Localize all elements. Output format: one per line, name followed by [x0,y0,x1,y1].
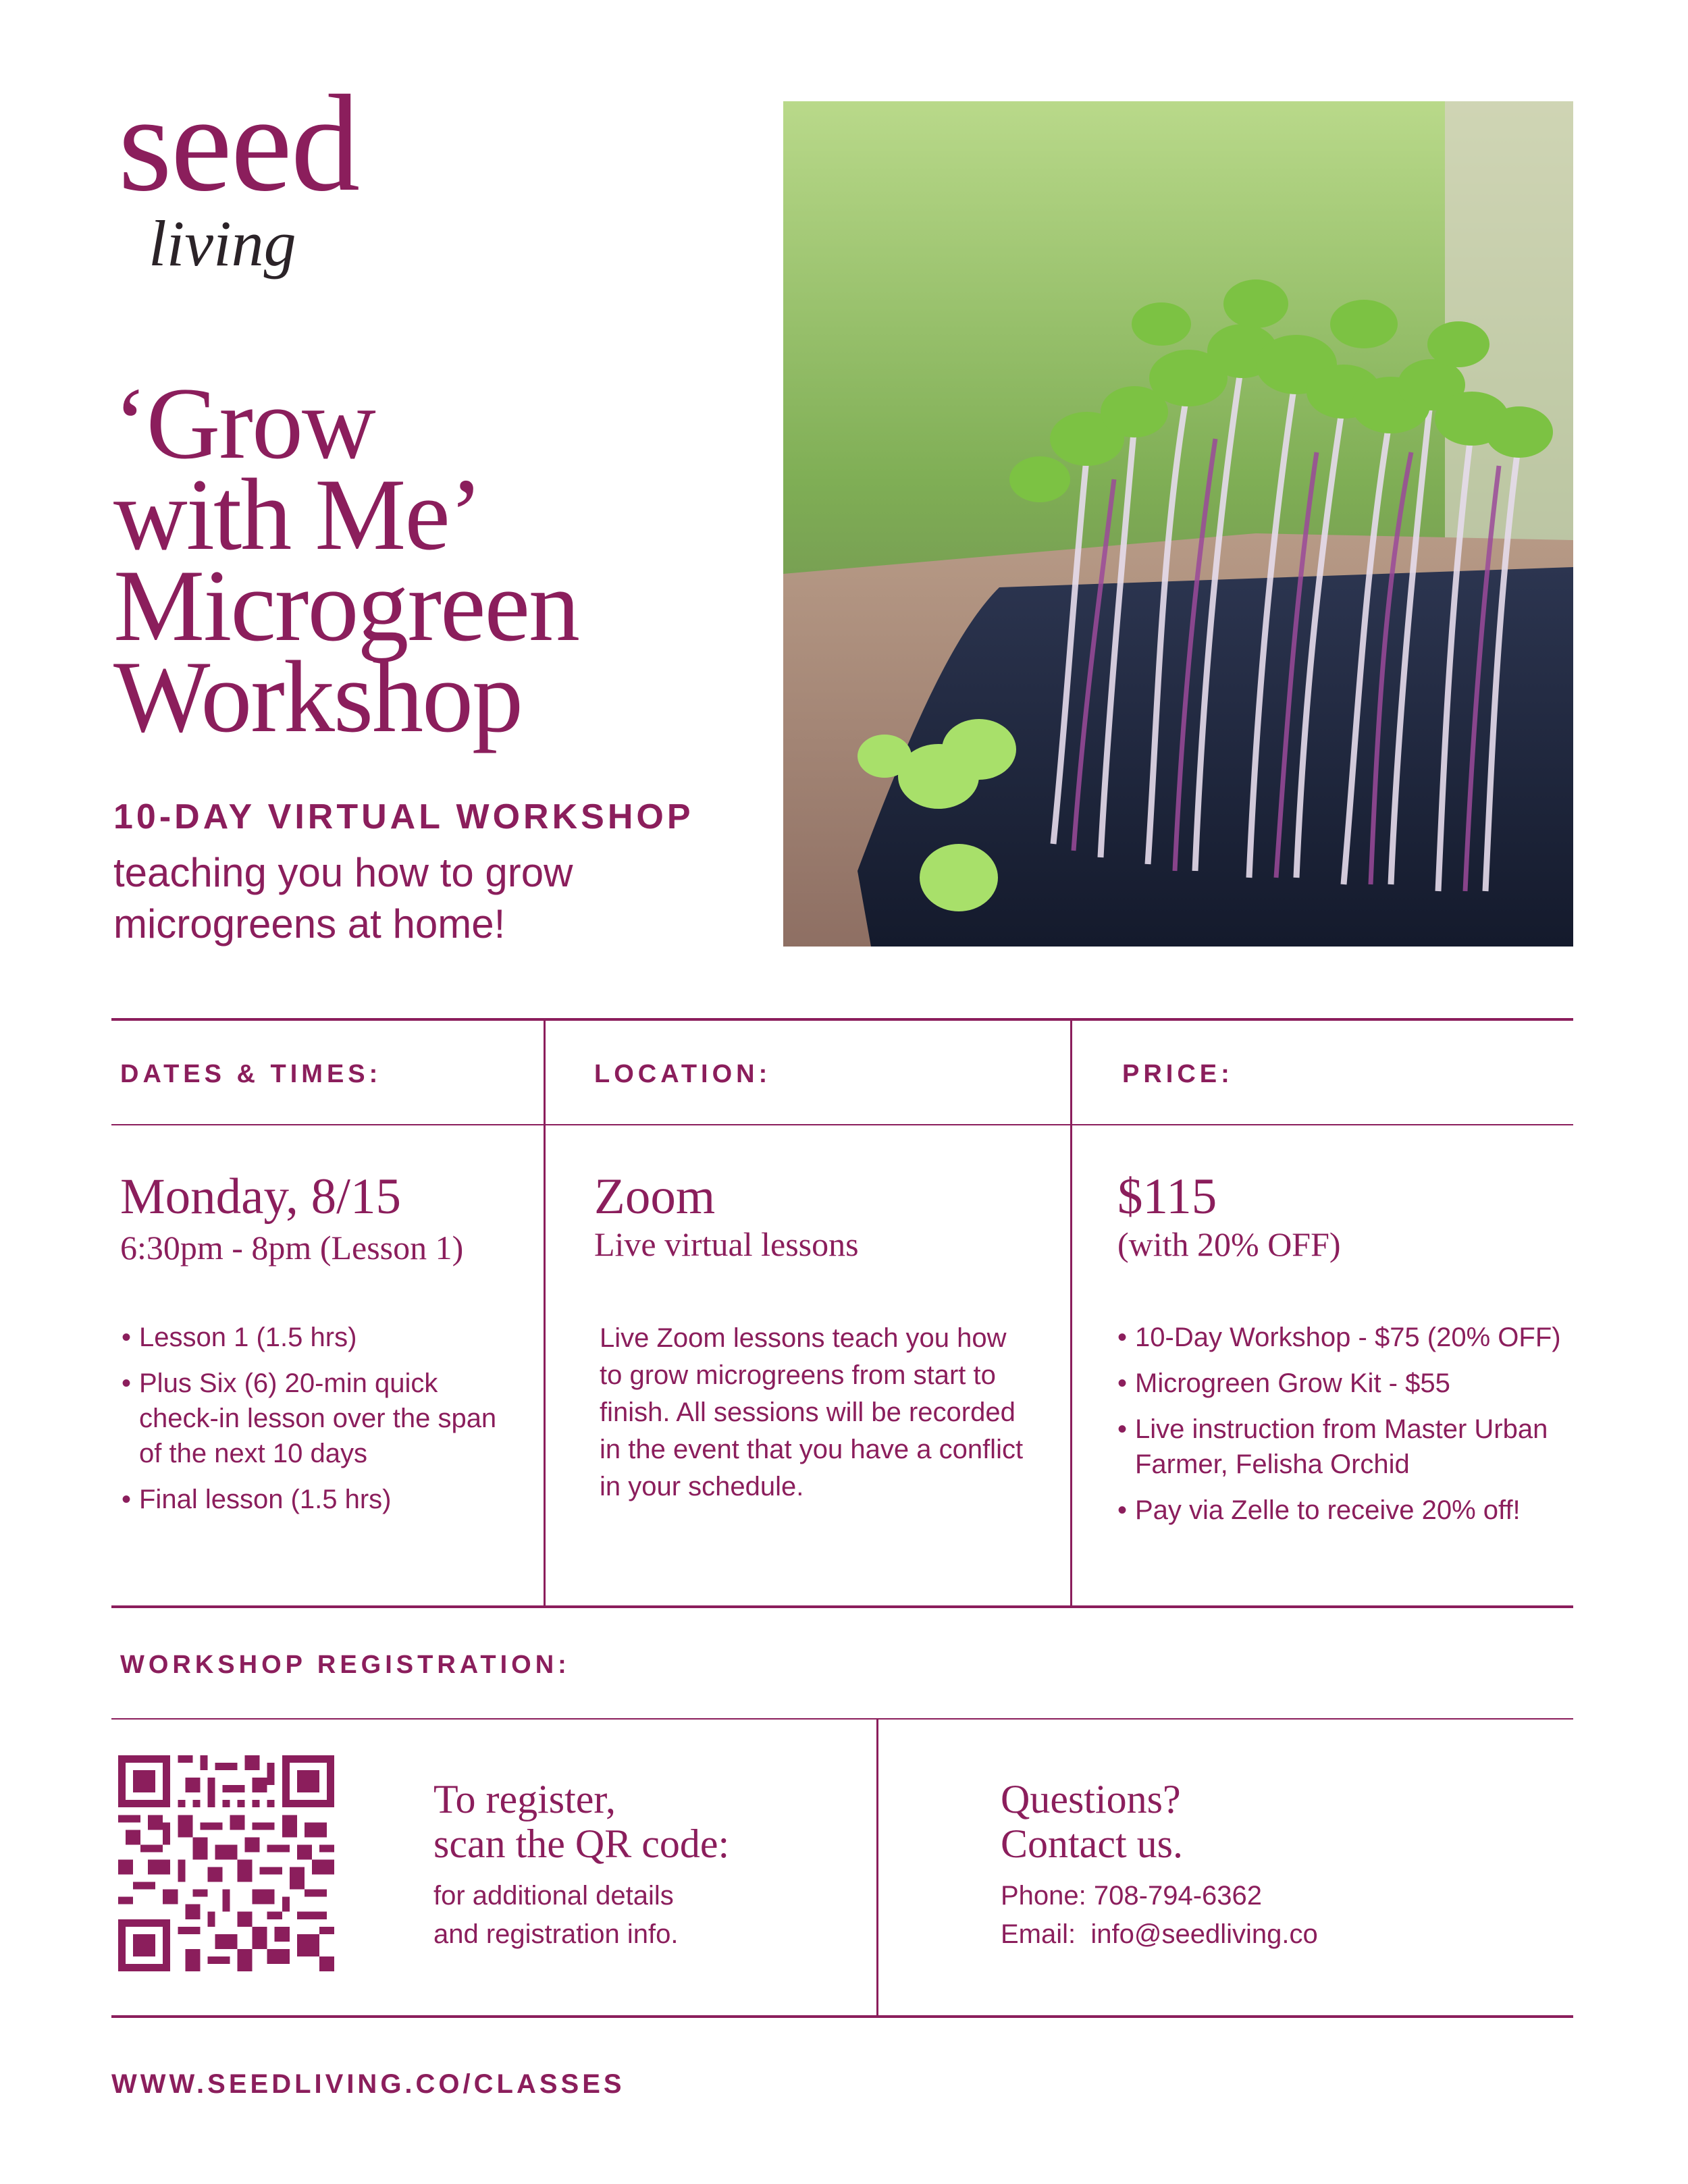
price-bullet-list [1117,1320,1570,1539]
price-bullet: • Live instruction from Master Urban Farmer, Felisha Orchid [1117,1412,1570,1482]
dates-label: DATES & TIMES: [120,1060,382,1088]
details-divider-2 [1070,1021,1072,1607]
register-text-line-2: and registration info. [433,1919,679,1949]
title-line-3: Microgreen [113,549,579,662]
dates-bullet: • Plus Six (6) 20-min quick check-in lesson over the span of the next 10 days [122,1366,500,1471]
date-heading: Monday, 8/15 [120,1169,401,1225]
contact-info [1001,1877,1318,1954]
title-line-2: with Me’ [113,458,482,571]
workshop-tagline [113,847,721,950]
tagline-line-2: microgreens at home! [113,901,506,947]
workshop-title [113,367,694,753]
location-description: Live Zoom lessons teach you how to grow microgreens from start to finish. All sessions will be recorded in the event that you have a conflict in your schedule. [600,1323,1024,1501]
contact-phone[interactable]: Phone: 708-794-6362 [1001,1881,1262,1911]
registration-header-rule [111,1718,1573,1720]
registration-label: WORKSHOP REGISTRATION: [120,1651,571,1679]
location-subheading: Live virtual lessons [594,1225,859,1263]
location-heading: Zoom [594,1169,716,1225]
details-bottom-rule [111,1605,1573,1608]
register-heading [433,1777,729,1866]
seed-living-logo [111,67,408,279]
registration-qr-code[interactable] [118,1755,334,1971]
questions-heading-line-2: Contact us. [1001,1821,1183,1866]
price-label: PRICE: [1122,1060,1234,1088]
tagline-line-1: teaching you how to grow [113,850,573,895]
register-heading-line-2: scan the QR code: [433,1821,730,1866]
footer-website-link[interactable]: WWW.SEEDLIVING.CO/CLASSES [111,2069,625,2099]
details-divider-1 [544,1021,546,1607]
title-line-1: ‘Grow [113,367,375,480]
price-bullet: • Pay via Zelle to receive 20% off! [1117,1493,1570,1528]
registration-divider [876,1720,878,2017]
details-top-rule [111,1018,1573,1021]
dates-bullet: • Lesson 1 (1.5 hrs) [122,1320,500,1355]
location-label: LOCATION: [594,1060,772,1088]
workshop-subtitle: 10-DAY VIRTUAL WORKSHOP [113,797,694,836]
register-text [433,1877,678,1954]
contact-email[interactable]: Email: info@seedliving.co [1001,1919,1318,1949]
time-subheading: 6:30pm - 8pm (Lesson 1) [120,1229,464,1267]
price-bullet: • 10-Day Workshop - $75 (20% OFF) [1117,1320,1570,1355]
microgreens-photo [783,101,1573,947]
questions-heading-line-1: Questions? [1001,1777,1181,1821]
details-header-rule [111,1124,1573,1125]
price-subheading: (with 20% OFF) [1117,1225,1341,1263]
title-line-4: Workshop [113,640,523,753]
dates-bullet-list [122,1320,500,1528]
logo-word: seed [118,67,359,220]
price-bullet: • Microgreen Grow Kit - $55 [1117,1366,1570,1401]
price-heading: $115 [1117,1169,1217,1225]
dates-bullet: • Final lesson (1.5 hrs) [122,1482,500,1517]
registration-bottom-rule [111,2015,1573,2018]
questions-heading [1001,1777,1183,1866]
register-heading-line-1: To register, [433,1777,616,1821]
register-text-line-1: for additional details [433,1881,674,1911]
logo-script: living [149,207,296,279]
